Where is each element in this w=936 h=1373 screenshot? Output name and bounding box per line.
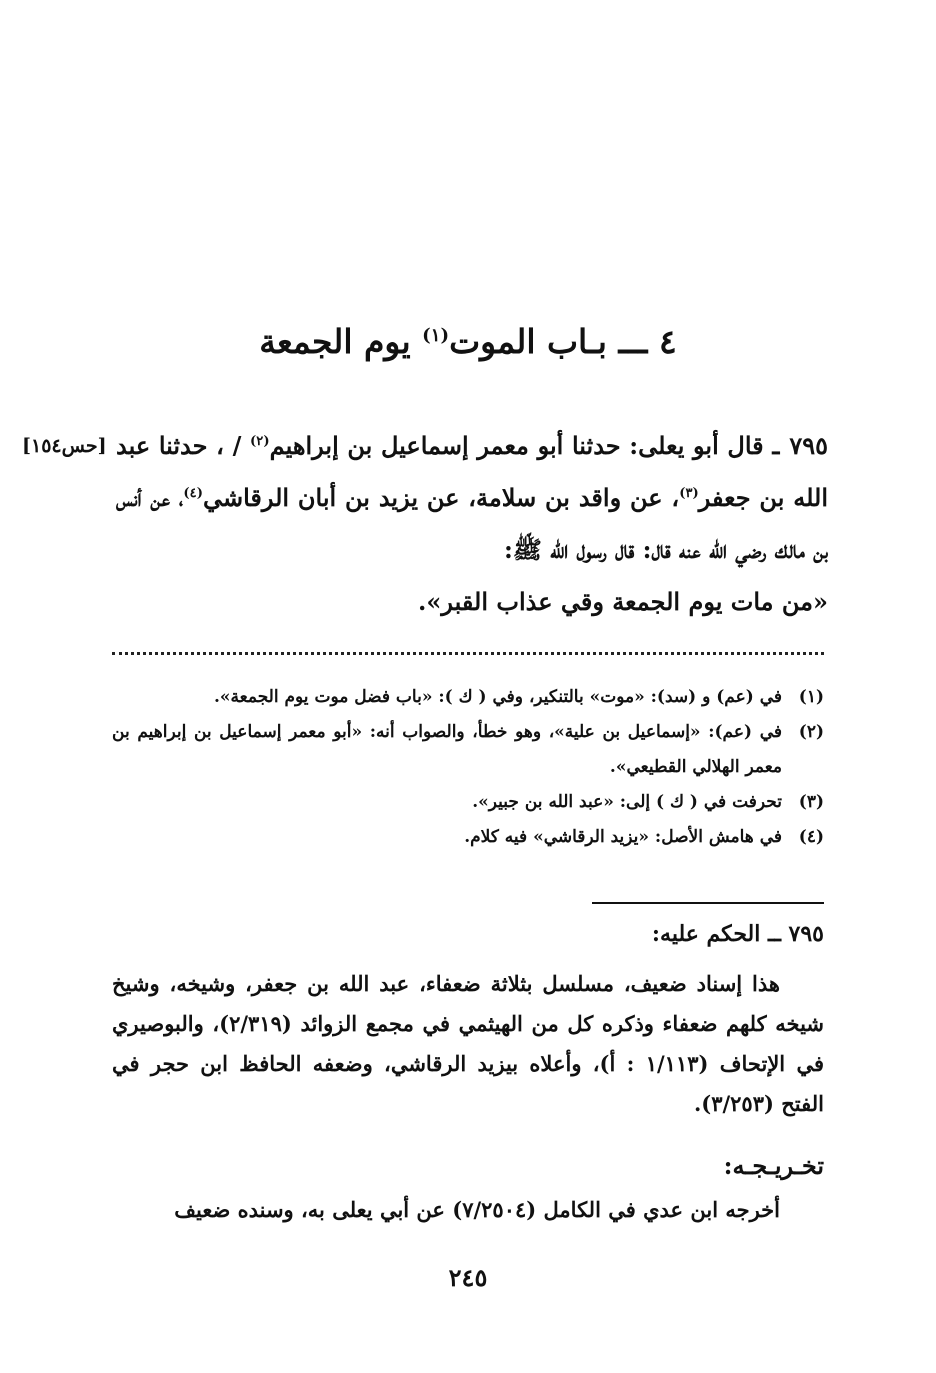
hadith-number: ٧٩٥ bbox=[789, 431, 829, 460]
hadith-dash: ـ bbox=[772, 431, 780, 460]
section-divider bbox=[592, 902, 824, 904]
footnote bbox=[112, 820, 824, 855]
footnote-number: (٤) bbox=[798, 827, 824, 847]
footnote-text: في (عم) و (سد): «موت» بالتنكير، وفي ( ك ): «باب فضل موت يوم الجمعة». bbox=[214, 687, 782, 707]
verdict-text bbox=[112, 964, 824, 1124]
footnote bbox=[112, 785, 824, 820]
chapter-number: ٤ bbox=[658, 322, 677, 361]
footnote-number: (٣) bbox=[798, 792, 824, 812]
chapter-title-part2: يوم الجمعة bbox=[259, 322, 411, 361]
page-number: ٢٤٥ bbox=[448, 1263, 488, 1292]
margin-reference: [حس١٥٤] bbox=[22, 435, 107, 457]
footnote-number: (١) bbox=[798, 687, 824, 707]
takhrij-heading: تخـريـجـه: bbox=[723, 1151, 824, 1180]
footnote-number: (٢) bbox=[798, 722, 824, 742]
footnote-ref-1: (١) bbox=[422, 325, 450, 346]
footnote-ref-4: (٤) bbox=[183, 486, 203, 501]
hadith-line1: قال أبو يعلى: حدثنا أبو معمر إسماعيل بن إبراهيم bbox=[269, 431, 764, 460]
hadith-quote: «من مات يوم الجمعة وقي عذاب القبر». bbox=[418, 587, 828, 616]
footnote bbox=[112, 715, 824, 785]
takhrij-text bbox=[112, 1190, 824, 1230]
verdict-heading: ٧٩٥ ــ الحكم عليه: bbox=[651, 921, 824, 947]
footnote-separator bbox=[112, 652, 824, 667]
hadith-text bbox=[116, 420, 828, 628]
verdict-paragraph: هذا إسناد ضعيف، مسلسل بثلاثة ضعفاء، عبد الله بن جعفر، وشيخه، وشيخ شيخه كلهم ضعفاء وذكره كل من الهيثمي في مجمع الزوائد (٢/٣١٩)، والبوصيري في الإتحاف (١/١١٣ : أ)، وأعلاه بيزيد الرقاشي، وضعفه الحافظ ابن حجر في الفتح (٣/٢٥٣). bbox=[112, 971, 825, 1116]
footnote-text: في هامش الأصل: «يزيد الرقاشي» فيه كلام. bbox=[464, 827, 782, 847]
footnote-ref-2: (٢) bbox=[250, 434, 270, 449]
hadith-part3: ، عن أنس بن مالك رضي الله عنه قال: قال رسول الله ﷺ: bbox=[116, 483, 828, 564]
hadith-line1-tail: / ، bbox=[216, 431, 242, 460]
chapter-title-part1: بـاب الموت bbox=[449, 322, 607, 361]
footnote bbox=[112, 680, 824, 715]
takhrij-paragraph: أخرجه ابن عدي في الكامل (٧/٢٥٠٤) عن أبي يعلى به، وسنده ضعيف bbox=[174, 1197, 780, 1222]
hadith-part2: حدثنا عبد الله بن جعفر bbox=[116, 431, 829, 512]
hadith-part2-tail: ، عن واقد بن سلامة، عن يزيد بن أبان الرقاشي bbox=[202, 483, 680, 512]
footnote-text: تحرفت في ( ك ) إلى: «عبد الله بن جبير». bbox=[472, 792, 782, 812]
footnote-ref-3: (٣) bbox=[679, 486, 699, 501]
footnote-text: في (عم): «إسماعيل بن علية»، وهو خطأ، والصواب أنه: «أبو معمر إسماعيل بن إبراهيم بن معمر الهلالي القطيعي». bbox=[112, 722, 782, 777]
footnotes bbox=[112, 680, 824, 855]
chapter-title bbox=[0, 318, 936, 366]
chapter-dash: ـــ bbox=[618, 322, 648, 361]
